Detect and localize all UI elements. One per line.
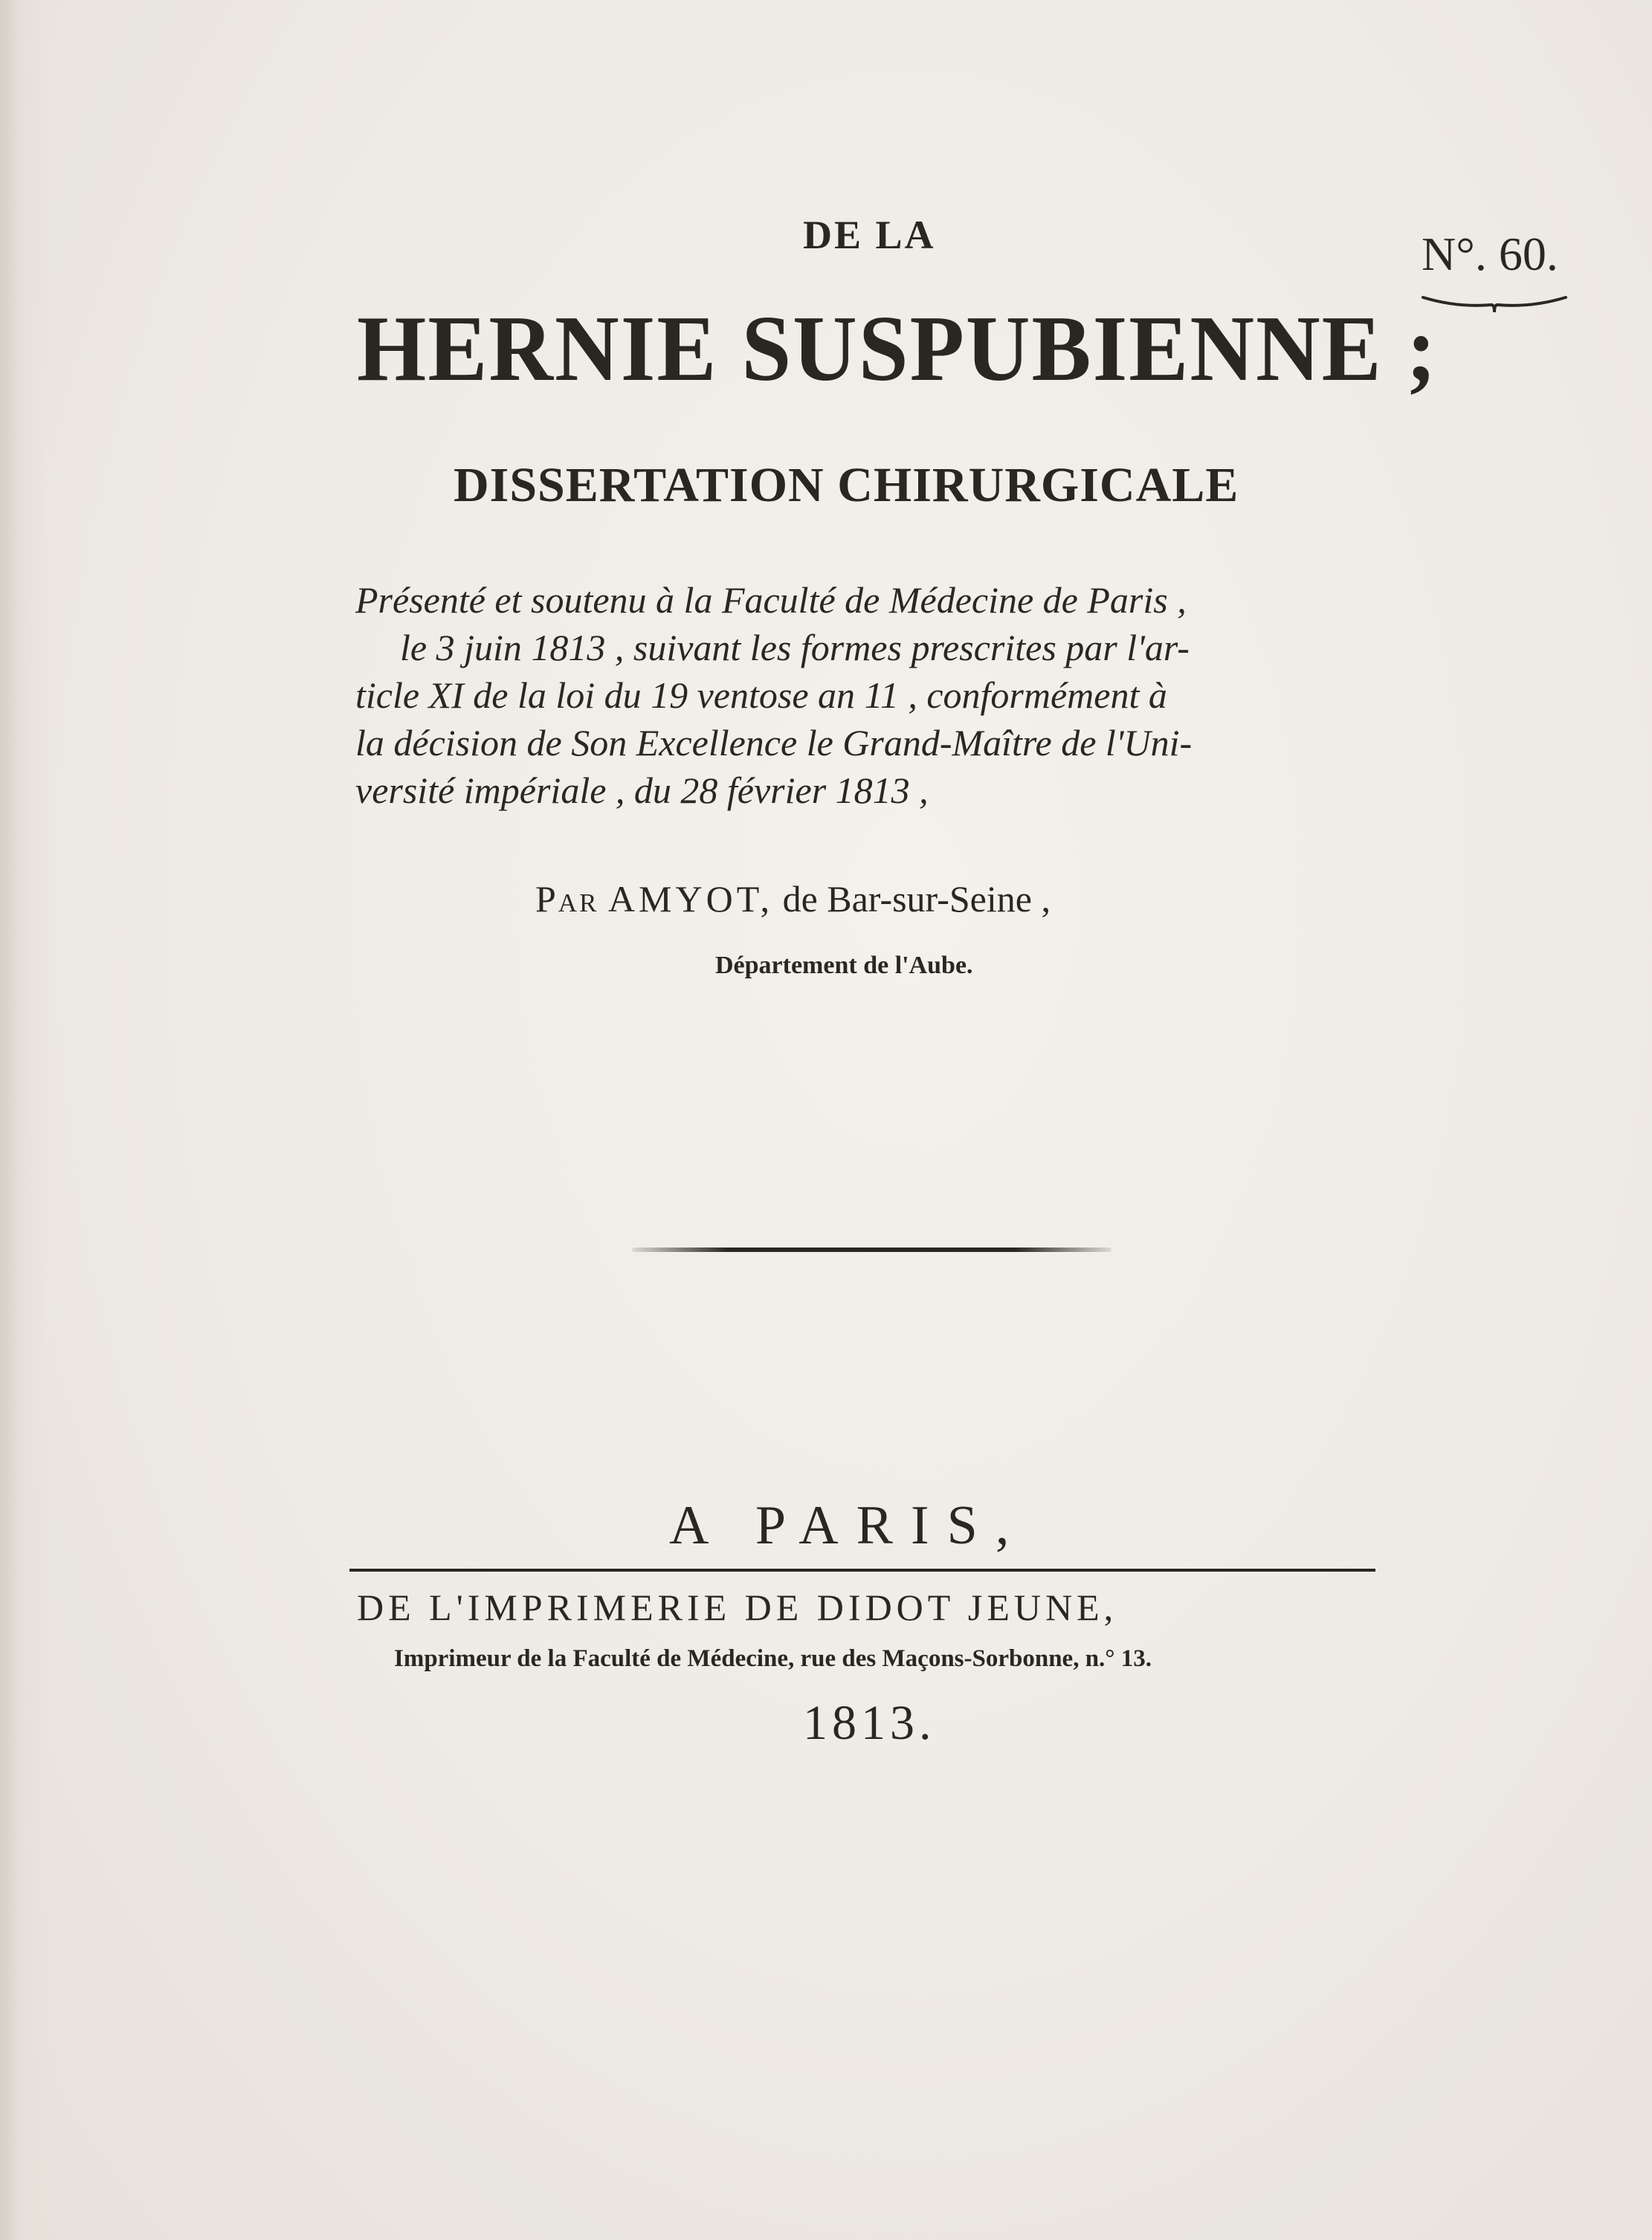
catalog-number: N°. 60. (1422, 227, 1558, 280)
dissertation-statement (355, 576, 1396, 814)
imprint-printer-address: Imprimeur de la Faculté de Médecine, rue des Maçons-Sorbonne, n.° 13. (394, 1645, 1152, 1672)
statement-line: ticle XI de la loi du 19 ventose an 11 , conformément à (355, 674, 1167, 716)
statement-line: Présenté et soutenu à la Faculté de Médecine de Paris , (355, 579, 1187, 621)
author-origin: de Bar-sur-Seine , (782, 878, 1051, 920)
divider-rule (632, 1248, 1111, 1252)
document-subtitle: DISSERTATION CHIRURGICALE (454, 458, 1239, 512)
author-line (535, 877, 1051, 920)
page-binding-edge (0, 0, 52, 2240)
statement-line: versité impériale , du 28 février 1813 , (355, 769, 929, 811)
imprint-city: A PARIS, (669, 1495, 1027, 1556)
document-title: HERNIE SUSPUBIENNE ; (357, 296, 1438, 401)
imprint-printer: DE L'IMPRIMERIE DE DIDOT JEUNE, (357, 1587, 1118, 1628)
imprint-year: 1813. (803, 1696, 936, 1750)
statement-line: le 3 juin 1813 , suivant les formes prescrites par l'ar- (400, 627, 1190, 668)
statement-line: la décision de Son Excellence le Grand-Maître de l'Uni- (355, 722, 1193, 764)
brace-underline-icon (1420, 291, 1569, 314)
imprint-rule (349, 1569, 1375, 1572)
pre-title: DE LA (803, 213, 936, 257)
author-name: AMYOT, (607, 878, 774, 920)
author-prefix: Par (535, 878, 599, 920)
author-department: Département de l'Aube. (715, 952, 973, 979)
